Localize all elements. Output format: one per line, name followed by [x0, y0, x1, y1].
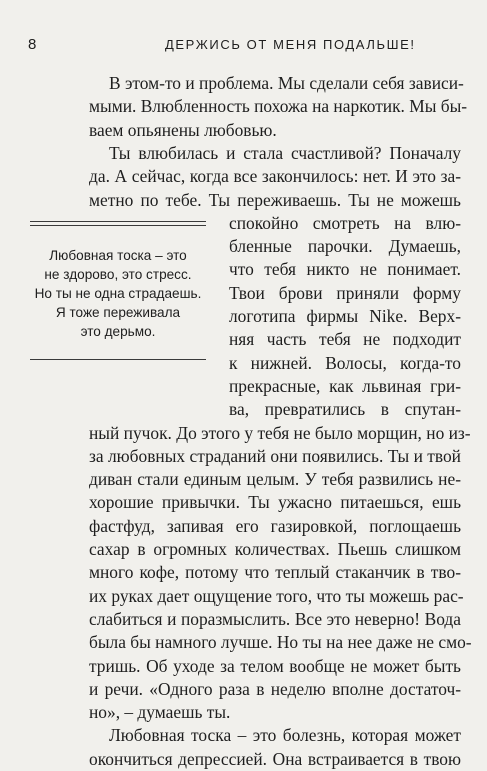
body-line: Твои брови приняли форму: [229, 282, 461, 303]
body-line: Любовная тоска – это болезнь, которая может: [109, 725, 461, 746]
pull-quote-top-rule: [30, 221, 206, 226]
pull-quote-line: Но ты не одна страдаешь.: [34, 286, 202, 301]
running-title: ДЕРЖИСЬ ОТ МЕНЯ ПОДАЛЬШЕ!: [165, 37, 416, 52]
page-header: [0, 36, 487, 56]
body-line: тришь. Об уходе за телом вообще не может быть: [89, 655, 461, 676]
body-line: окончиться депрессией. Она встраивается в твою: [89, 748, 461, 769]
pull-quote-bottom-rule: [30, 359, 206, 360]
body-line: к нижней. Волосы, когда-то: [229, 352, 461, 373]
body-line: ный пучок. До этого у тебя не было морщин, но из-: [89, 422, 471, 443]
body-line: В этом-то и проблема. Мы сделали себя зависи-: [109, 73, 464, 93]
body-line: мыми. Влюбленность похожа на наркотик. Мы бы-: [89, 96, 468, 117]
body-line: была бы намного лучше. Но ты на нее даже не смо-: [89, 632, 472, 653]
pull-quote-line: не здорово, это стресс.: [44, 267, 192, 282]
pull-quote-line: это дерьмо.: [80, 324, 156, 339]
body-line: да. А сейчас, когда все закончилось: нет. И это за-: [89, 166, 461, 187]
body-line: Ты влюбилась и стала счастливой? Поначалу: [109, 142, 461, 163]
body-line: спокойно смотреть на влю-: [229, 212, 461, 233]
body-line: что тебя никто не понимает.: [229, 259, 461, 280]
page-number: 8: [28, 36, 37, 53]
body-line: ваем опьянены любовью.: [89, 119, 277, 140]
body-line: няя часть тебя не подходит: [229, 329, 461, 350]
pull-quote-line: Любовная тоска – это: [49, 248, 187, 263]
pull-quote-line: Я тоже переживала: [55, 305, 181, 320]
body-line: прекрасные, как львиная гри-: [229, 375, 461, 396]
body-line: ва, превратились в спутан-: [229, 399, 461, 420]
body-line: но», – думаешь ты.: [89, 702, 231, 723]
body-line: много кофе, потому что теплый стаканчик в тво-: [89, 562, 461, 583]
body-line: сахар в огромных количествах. Пьешь слишком: [89, 539, 461, 559]
body-line: хорошие привычки. Ты ужасно питаешься, ешь: [89, 492, 461, 513]
body-line: и речи. «Одного раза в неделю вполне достаточ-: [89, 678, 461, 699]
body-line: слабиться и поразмыслить. Все это неверно! Вода: [89, 608, 461, 629]
body-line: логотипа фирмы Nike. Верх-: [229, 306, 461, 326]
body-line: диван стали единым целым. У тебя развились не-: [89, 469, 461, 490]
body-line: фастфуд, запивая его газировкой, поглощаешь: [89, 515, 461, 536]
body-line: их руках дает ощущение того, что ты можешь рас-: [89, 585, 464, 606]
body-line: бленные парочки. Думаешь,: [229, 236, 461, 257]
body-line: метно по тебе. Ты переживаешь. Ты не можешь: [89, 189, 461, 210]
body-line: за любовных страданий они появились. Ты и твой: [89, 445, 461, 466]
